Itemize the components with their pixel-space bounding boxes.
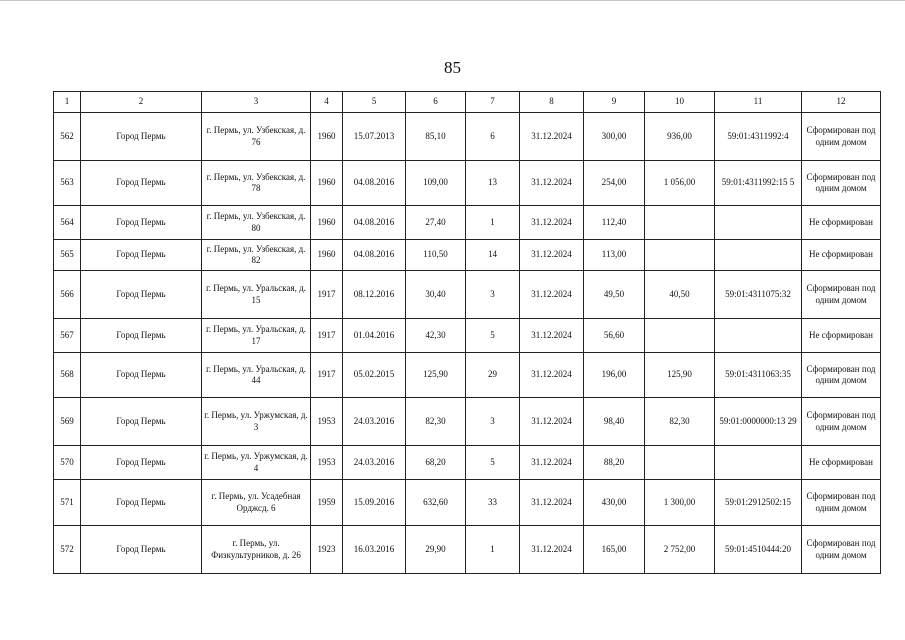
address: г. Пермь, ул. Уральская, д. 15 [202,271,311,319]
cadastral-number: 59:01:0000000:13 29 [715,398,802,446]
address: г. Пермь, ул. Уральская, д. 44 [202,353,311,398]
record-date: 05.02.2015 [343,353,406,398]
residents-count: 29 [466,353,520,398]
row-number: 563 [54,161,81,206]
residents-count: 1 [466,206,520,240]
row-number: 569 [54,398,81,446]
municipality: Город Пермь [81,271,202,319]
cadastral-number: 59:01:4311992:4 [715,113,802,161]
cost-a: 300,00 [584,113,645,161]
col-header: 10 [645,92,715,113]
row-number: 568 [54,353,81,398]
cost-b: 2 752,00 [645,526,715,574]
municipality: Город Пермь [81,161,202,206]
cost-a: 98,40 [584,398,645,446]
register-table [53,91,881,574]
record-date: 04.08.2016 [343,206,406,240]
deadline: 31.12.2024 [520,446,584,480]
residents-count: 5 [466,319,520,353]
residents-count: 5 [466,446,520,480]
residents-count: 3 [466,398,520,446]
page-number: 85 [444,58,461,77]
table-row [54,446,881,480]
land-status: Не сформирован [802,206,881,240]
area: 82,30 [406,398,466,446]
municipality: Город Пермь [81,319,202,353]
cost-a: 113,00 [584,240,645,271]
deadline: 31.12.2024 [520,353,584,398]
deadline: 31.12.2024 [520,526,584,574]
col-header: 5 [343,92,406,113]
build-year: 1960 [311,240,343,271]
area: 85,10 [406,113,466,161]
area: 42,30 [406,319,466,353]
col-header: 2 [81,92,202,113]
table-row [54,271,881,319]
cost-a: 165,00 [584,526,645,574]
land-status: Сформирован под одним домом [802,271,881,319]
municipality: Город Пермь [81,526,202,574]
cost-b [645,206,715,240]
build-year: 1917 [311,353,343,398]
row-number: 570 [54,446,81,480]
cadastral-number [715,446,802,480]
table-row [54,161,881,206]
build-year: 1953 [311,446,343,480]
col-header: 1 [54,92,81,113]
cost-a: 430,00 [584,480,645,526]
deadline: 31.12.2024 [520,271,584,319]
col-header: 9 [584,92,645,113]
cost-b: 936,00 [645,113,715,161]
cost-a: 254,00 [584,161,645,206]
residents-count: 3 [466,271,520,319]
table-row [54,526,881,574]
record-date: 16.03.2016 [343,526,406,574]
record-date: 24.03.2016 [343,446,406,480]
row-number: 566 [54,271,81,319]
table-row [54,319,881,353]
cost-b [645,319,715,353]
area: 125,90 [406,353,466,398]
area: 109,00 [406,161,466,206]
area: 27,40 [406,206,466,240]
cost-b [645,240,715,271]
record-date: 01.04.2016 [343,319,406,353]
col-header: 12 [802,92,881,113]
col-header: 7 [466,92,520,113]
address: г. Пермь, ул. Узбекская, д. 80 [202,206,311,240]
record-date: 04.08.2016 [343,240,406,271]
table-row [54,240,881,271]
col-header: 4 [311,92,343,113]
cost-b: 1 300,00 [645,480,715,526]
cadastral-number: 59:01:4311075:32 [715,271,802,319]
deadline: 31.12.2024 [520,240,584,271]
cost-b: 1 056,00 [645,161,715,206]
land-status: Сформирован под одним домом [802,480,881,526]
municipality: Город Пермь [81,398,202,446]
col-header: 6 [406,92,466,113]
cadastral-number [715,240,802,271]
municipality: Город Пермь [81,446,202,480]
cost-a: 49,50 [584,271,645,319]
record-date: 08.12.2016 [343,271,406,319]
cadastral-number [715,206,802,240]
deadline: 31.12.2024 [520,113,584,161]
municipality: Город Пермь [81,206,202,240]
land-status: Сформирован под одним домом [802,113,881,161]
deadline: 31.12.2024 [520,398,584,446]
build-year: 1960 [311,206,343,240]
page-top-edge [0,0,905,5]
col-header: 8 [520,92,584,113]
address: г. Пермь, ул. Узбекская, д. 76 [202,113,311,161]
address: г. Пермь, ул. Усадебная Орджсд. 6 [202,480,311,526]
record-date: 24.03.2016 [343,398,406,446]
table-row [54,398,881,446]
column-number-row [54,92,881,113]
cost-a: 56,60 [584,319,645,353]
row-number: 567 [54,319,81,353]
table-row [54,206,881,240]
cost-b [645,446,715,480]
table-row [54,113,881,161]
residents-count: 33 [466,480,520,526]
build-year: 1917 [311,319,343,353]
cost-a: 112,40 [584,206,645,240]
area: 632,60 [406,480,466,526]
land-status: Сформирован под одним домом [802,161,881,206]
deadline: 31.12.2024 [520,161,584,206]
cadastral-number: 59:01:4510444:20 [715,526,802,574]
residents-count: 6 [466,113,520,161]
deadline: 31.12.2024 [520,319,584,353]
land-status: Не сформирован [802,319,881,353]
cadastral-number: 59:01:4311063:35 [715,353,802,398]
address: г. Пермь, ул. Уржумская, д. 4 [202,446,311,480]
cadastral-number: 59:01:2912502:15 [715,480,802,526]
land-status: Сформирован под одним домом [802,526,881,574]
row-number: 564 [54,206,81,240]
build-year: 1953 [311,398,343,446]
record-date: 15.07.2013 [343,113,406,161]
build-year: 1917 [311,271,343,319]
cost-a: 196,00 [584,353,645,398]
table-row [54,480,881,526]
area: 29,90 [406,526,466,574]
cost-b: 40,50 [645,271,715,319]
address: г. Пермь, ул. Уральская, д. 17 [202,319,311,353]
cadastral-number [715,319,802,353]
cadastral-number: 59:01:4311992:15 5 [715,161,802,206]
build-year: 1959 [311,480,343,526]
address: г. Пермь, ул. Узбекская, д. 78 [202,161,311,206]
municipality: Город Пермь [81,240,202,271]
municipality: Город Пермь [81,113,202,161]
area: 68,20 [406,446,466,480]
municipality: Город Пермь [81,480,202,526]
row-number: 562 [54,113,81,161]
address: г. Пермь, ул. Уржумская, д. 3 [202,398,311,446]
build-year: 1960 [311,161,343,206]
address: г. Пермь, ул. Физкультурников, д. 26 [202,526,311,574]
row-number: 565 [54,240,81,271]
col-header: 3 [202,92,311,113]
land-status: Сформирован под одним домом [802,353,881,398]
residents-count: 13 [466,161,520,206]
row-number: 572 [54,526,81,574]
land-status: Не сформирован [802,446,881,480]
row-number: 571 [54,480,81,526]
address: г. Пермь, ул. Узбекская, д. 82 [202,240,311,271]
table-row [54,353,881,398]
record-date: 04.08.2016 [343,161,406,206]
cost-a: 88,20 [584,446,645,480]
municipality: Город Пермь [81,353,202,398]
area: 30,40 [406,271,466,319]
deadline: 31.12.2024 [520,480,584,526]
build-year: 1923 [311,526,343,574]
build-year: 1960 [311,113,343,161]
area: 110,50 [406,240,466,271]
residents-count: 14 [466,240,520,271]
land-status: Сформирован под одним домом [802,398,881,446]
cost-b: 82,30 [645,398,715,446]
deadline: 31.12.2024 [520,206,584,240]
record-date: 15.09.2016 [343,480,406,526]
land-status: Не сформирован [802,240,881,271]
col-header: 11 [715,92,802,113]
residents-count: 1 [466,526,520,574]
cost-b: 125,90 [645,353,715,398]
